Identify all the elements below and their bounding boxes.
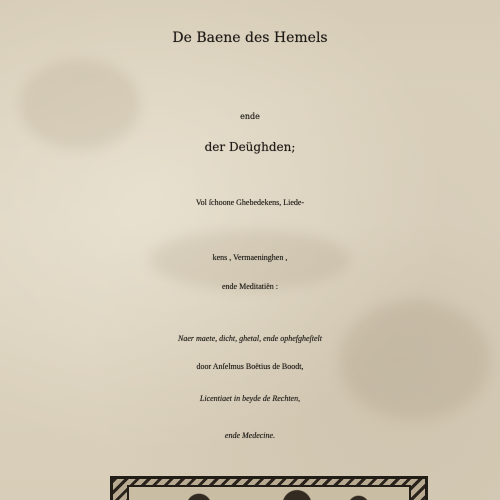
subtitle-line-1: Vol ſchoone Ghebedekens, Liede- [195, 198, 305, 207]
subtitle-line-2: kens , Vermaeninghen , [212, 253, 288, 262]
attribution-line-2: door Anſelmus Boëtius de Boodt, [196, 362, 304, 371]
title-line-2: ende [240, 112, 260, 121]
title-line-1: De Baene des Hemels [172, 30, 328, 46]
paper-stain [20, 60, 140, 150]
woodcut-ornament-inner [127, 485, 411, 500]
attribution-line-1: Naer maete, dicht, ghetal, ende ophefgheſtelt [178, 334, 322, 343]
attribution-line-3: Licentiaet in beyde de Rechten, [199, 394, 301, 403]
subtitle-line-3: ende Meditatiën : [222, 282, 278, 291]
title-line-3: der Deüghden; [204, 140, 296, 154]
woodcut-ornament [110, 476, 428, 500]
attribution-line-4: ende Medecine. [224, 431, 276, 440]
